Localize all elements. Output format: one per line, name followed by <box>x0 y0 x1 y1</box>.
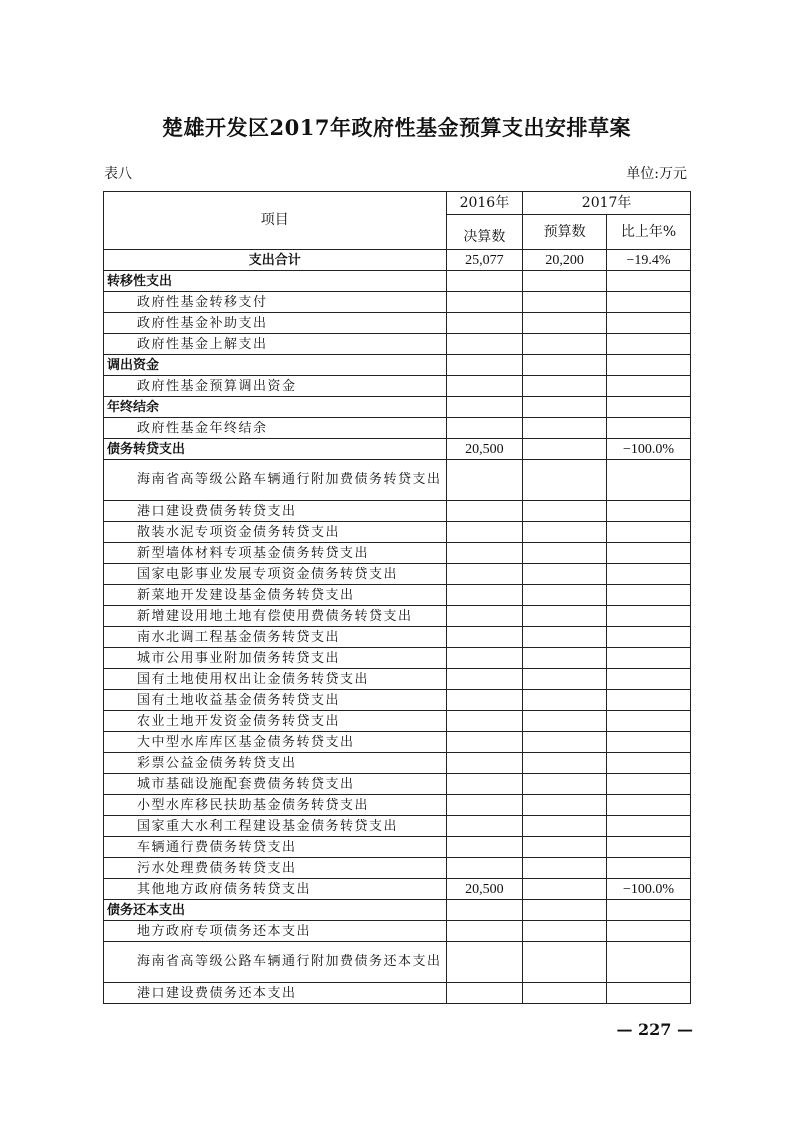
row-change <box>607 418 691 439</box>
table-row <box>104 858 691 879</box>
row-budget <box>523 921 607 942</box>
row-budget <box>523 795 607 816</box>
row-label: 国有土地收益基金债务转贷支出 <box>104 690 447 711</box>
row-final <box>446 292 523 313</box>
row-final <box>446 627 523 648</box>
row-change <box>607 858 691 879</box>
table-row <box>104 334 691 355</box>
row-budget <box>523 816 607 837</box>
row-change <box>607 648 691 669</box>
table-number: 表八 <box>104 166 132 182</box>
row-label: 地方政府专项债务还本支出 <box>104 921 447 942</box>
row-budget <box>523 858 607 879</box>
row-label: 城市基础设施配套费债务转贷支出 <box>104 774 447 795</box>
table-row <box>104 795 691 816</box>
row-budget <box>523 292 607 313</box>
row-change <box>607 711 691 732</box>
row-label: 其他地方政府债务转贷支出 <box>104 879 447 900</box>
row-label: 新菜地开发建设基金债务转贷支出 <box>104 585 447 606</box>
row-budget <box>523 879 607 900</box>
table-row <box>104 501 691 522</box>
row-change <box>607 334 691 355</box>
header-final: 决算数 <box>446 215 523 250</box>
budget-table <box>103 191 691 1004</box>
row-change <box>607 522 691 543</box>
table-row <box>104 355 691 376</box>
row-label: 政府性基金预算调出资金 <box>104 376 447 397</box>
row-label: 政府性基金转移支付 <box>104 292 447 313</box>
row-change <box>607 921 691 942</box>
table-row <box>104 397 691 418</box>
row-change <box>607 376 691 397</box>
row-label: 政府性基金补助支出 <box>104 313 447 334</box>
table-row <box>104 606 691 627</box>
row-budget <box>523 942 607 983</box>
row-label: 债务还本支出 <box>104 900 447 921</box>
row-label: 彩票公益金债务转贷支出 <box>104 753 447 774</box>
row-label: 转移性支出 <box>104 271 447 292</box>
table-row <box>104 313 691 334</box>
table-row <box>104 292 691 313</box>
row-final <box>446 543 523 564</box>
row-change <box>607 564 691 585</box>
table-row <box>104 564 691 585</box>
row-change <box>607 837 691 858</box>
table-row <box>104 585 691 606</box>
row-change <box>607 669 691 690</box>
row-final <box>446 983 523 1004</box>
row-change <box>607 627 691 648</box>
row-final <box>446 816 523 837</box>
row-change: −100.0% <box>607 879 691 900</box>
row-final <box>446 376 523 397</box>
row-label: 城市公用事业附加债务转贷支出 <box>104 648 447 669</box>
table-row <box>104 879 691 900</box>
unit-label: 单位:万元 <box>626 166 687 182</box>
row-budget <box>523 543 607 564</box>
row-label: 海南省高等级公路车辆通行附加费债务转贷支出 <box>104 460 447 501</box>
row-change <box>607 942 691 983</box>
row-budget <box>523 585 607 606</box>
row-change: −100.0% <box>607 439 691 460</box>
table-row <box>104 921 691 942</box>
row-final: 20,500 <box>446 439 523 460</box>
row-final <box>446 837 523 858</box>
header-change: 比上年% <box>607 215 691 250</box>
table-row <box>104 648 691 669</box>
row-label: 南水北调工程基金债务转贷支出 <box>104 627 447 648</box>
row-label: 政府性基金年终结余 <box>104 418 447 439</box>
row-budget <box>523 501 607 522</box>
row-final <box>446 606 523 627</box>
table-row <box>104 837 691 858</box>
row-final <box>446 585 523 606</box>
table-row <box>104 816 691 837</box>
row-label: 国家重大水利工程建设基金债务转贷支出 <box>104 816 447 837</box>
row-change <box>607 313 691 334</box>
row-budget <box>523 627 607 648</box>
total-label: 支出合计 <box>104 250 447 271</box>
row-budget <box>523 983 607 1004</box>
row-final <box>446 648 523 669</box>
row-budget <box>523 313 607 334</box>
row-change <box>607 774 691 795</box>
header-budget: 预算数 <box>523 215 607 250</box>
row-budget <box>523 732 607 753</box>
row-change <box>607 292 691 313</box>
row-final <box>446 501 523 522</box>
row-change <box>607 460 691 501</box>
row-final <box>446 690 523 711</box>
row-budget <box>523 376 607 397</box>
row-budget <box>523 522 607 543</box>
row-label: 污水处理费债务转贷支出 <box>104 858 447 879</box>
row-budget <box>523 690 607 711</box>
row-change <box>607 732 691 753</box>
row-label: 新增建设用地土地有偿使用费债务转贷支出 <box>104 606 447 627</box>
row-label: 海南省高等级公路车辆通行附加费债务还本支出 <box>104 942 447 983</box>
table-row <box>104 753 691 774</box>
row-label: 新型墙体材料专项基金债务转贷支出 <box>104 543 447 564</box>
header-row-1 <box>104 192 691 215</box>
row-final <box>446 858 523 879</box>
table-row <box>104 942 691 983</box>
table-row <box>104 900 691 921</box>
row-label: 车辆通行费债务转贷支出 <box>104 837 447 858</box>
row-budget <box>523 439 607 460</box>
row-final <box>446 753 523 774</box>
table-row <box>104 627 691 648</box>
row-budget <box>523 271 607 292</box>
row-final <box>446 271 523 292</box>
row-final <box>446 313 523 334</box>
header-2017: 2017年 <box>523 192 691 215</box>
row-budget <box>523 900 607 921</box>
row-final <box>446 355 523 376</box>
row-budget <box>523 753 607 774</box>
total-budget: 20,200 <box>523 250 607 271</box>
table-row <box>104 543 691 564</box>
row-label: 港口建设费债务转贷支出 <box>104 501 447 522</box>
table-row <box>104 774 691 795</box>
row-budget <box>523 564 607 585</box>
row-final <box>446 460 523 501</box>
row-final <box>446 522 523 543</box>
row-change <box>607 690 691 711</box>
row-change <box>607 501 691 522</box>
table-row <box>104 983 691 1004</box>
row-final <box>446 564 523 585</box>
row-label: 债务转贷支出 <box>104 439 447 460</box>
row-budget <box>523 334 607 355</box>
row-budget <box>523 837 607 858</box>
row-final <box>446 942 523 983</box>
row-budget <box>523 774 607 795</box>
row-final <box>446 418 523 439</box>
row-change <box>607 606 691 627</box>
row-budget <box>523 711 607 732</box>
row-change <box>607 355 691 376</box>
row-change <box>607 543 691 564</box>
table-row <box>104 439 691 460</box>
row-label: 政府性基金上解支出 <box>104 334 447 355</box>
table-row <box>104 732 691 753</box>
row-final <box>446 795 523 816</box>
total-final: 25,077 <box>446 250 523 271</box>
row-change <box>607 983 691 1004</box>
row-label: 散装水泥专项资金债务转贷支出 <box>104 522 447 543</box>
table-row <box>104 376 691 397</box>
row-budget <box>523 355 607 376</box>
row-change <box>607 753 691 774</box>
row-final <box>446 921 523 942</box>
table-row <box>104 271 691 292</box>
row-label: 年终结余 <box>104 397 447 418</box>
row-label: 农业土地开发资金债务转贷支出 <box>104 711 447 732</box>
row-budget <box>523 397 607 418</box>
row-budget <box>523 418 607 439</box>
row-change <box>607 900 691 921</box>
row-change <box>607 585 691 606</box>
row-final <box>446 397 523 418</box>
row-budget <box>523 460 607 501</box>
row-change <box>607 816 691 837</box>
row-final <box>446 900 523 921</box>
total-row <box>104 250 691 271</box>
row-change <box>607 271 691 292</box>
row-change <box>607 397 691 418</box>
row-label: 国有土地使用权出让金债务转贷支出 <box>104 669 447 690</box>
row-label: 小型水库移民扶助基金债务转贷支出 <box>104 795 447 816</box>
table-row <box>104 418 691 439</box>
row-change <box>607 795 691 816</box>
row-label: 港口建设费债务还本支出 <box>104 983 447 1004</box>
table-row <box>104 669 691 690</box>
row-final: 20,500 <box>446 879 523 900</box>
table-row <box>104 690 691 711</box>
table-row <box>104 711 691 732</box>
row-final <box>446 711 523 732</box>
table-row <box>104 460 691 501</box>
row-final <box>446 334 523 355</box>
header-item: 项目 <box>104 192 447 250</box>
row-final <box>446 732 523 753</box>
row-budget <box>523 669 607 690</box>
row-label: 调出资金 <box>104 355 447 376</box>
row-label: 大中型水库库区基金债务转贷支出 <box>104 732 447 753</box>
page-title: 楚雄开发区2017年政府性基金预算支出安排草案 <box>162 115 631 140</box>
page-number: — 227 — <box>616 1020 693 1039</box>
row-budget <box>523 648 607 669</box>
table-row <box>104 522 691 543</box>
row-final <box>446 669 523 690</box>
row-final <box>446 774 523 795</box>
header-2016: 2016年 <box>446 192 523 215</box>
row-budget <box>523 606 607 627</box>
total-change: −19.4% <box>607 250 691 271</box>
row-label: 国家电影事业发展专项资金债务转贷支出 <box>104 564 447 585</box>
